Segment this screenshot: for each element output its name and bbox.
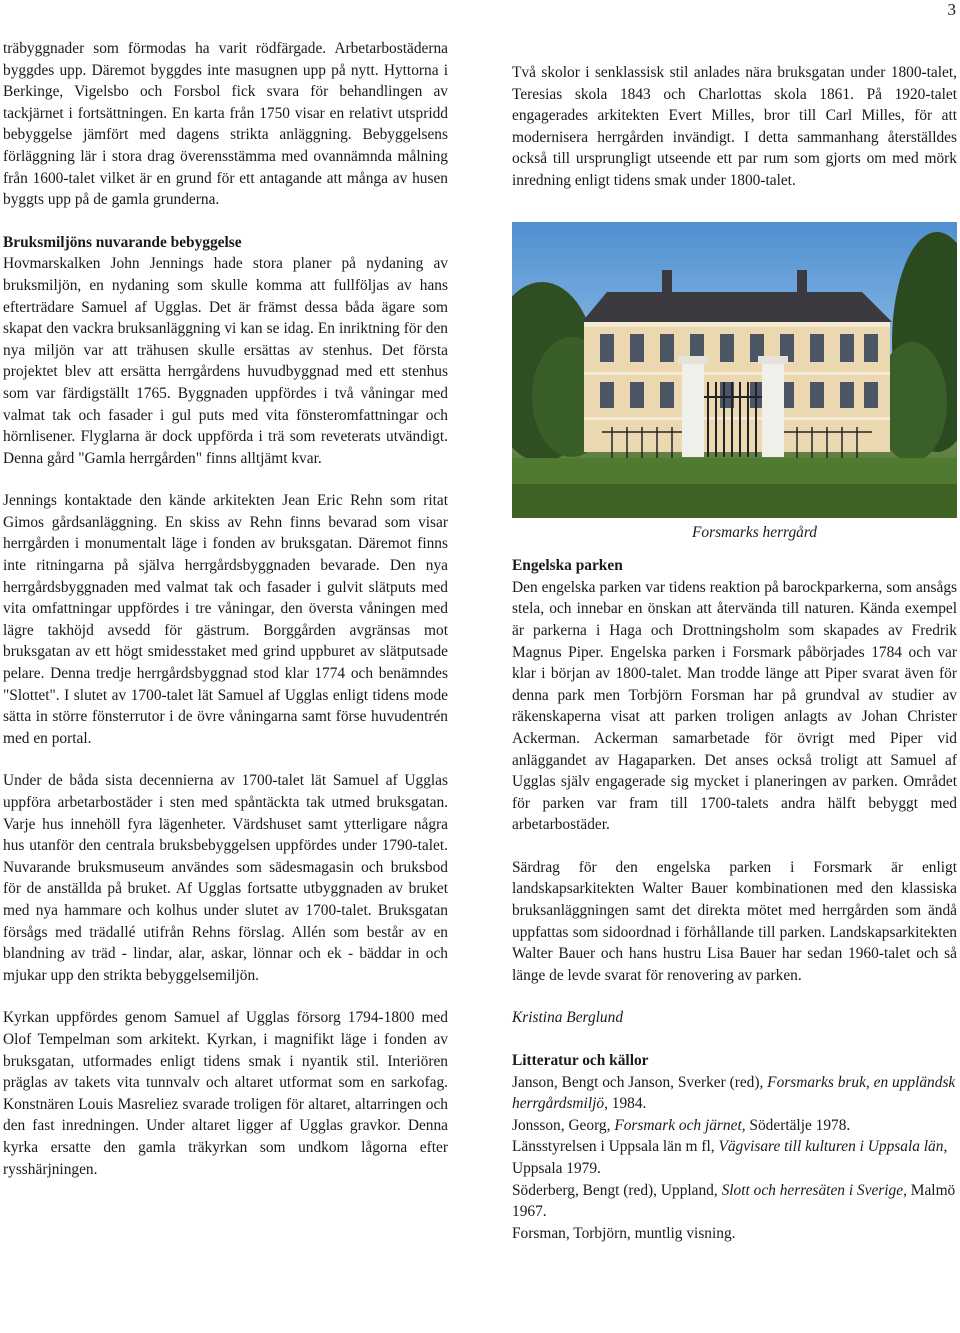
paragraph-worker-houses: Under de båda sista decennierna av 1700-talet lät Samuel af Ugglas uppföra arbetarbostäder i sten med spåntäckta tak utmed bruksgatan. Varje hus innehöll fyra lägenheter. Värdshuset samt ytterligare några hus utanför den centrala bruksbebyggelsen uppfördes under 1790-talet. Nuvarande bruksmuseum användes som sädesmagasin och bruksbod för de anställda på bruket. Af Ugglas fortsatte utbyggnaden av bruket med nya hammare och kolhus under slutet av 1700-talet. Bruksgatan försågs med trädallé utifrån Rehns förslag. Allén som består av en blandning av träd - lindar, alar, askar, lönnar och ek - bäddar in och mjukar upp den strikta bebyggelsemiljön. xyxy=(3,772,448,984)
reference-item: Jonsson, Georg, Forsmark och järnet, Södertälje 1978. xyxy=(512,1116,851,1134)
paragraph-rehn: Jennings kontaktade den kände arkitekten Jean Eric Rehn som ritat Gimos gårdsanläggning. En skiss av Rehn finns bevarad som visar herrgården i monumentalt läge i fonden av bruksgatan. Däremot finns inte ritningarna på själva herrgårdsbyggnaden bevarade. Den nya herrgårdsbyggnaden med valmat tak och fasader i gulvit slätputs med vita omfattningar uppfördes i tre våningar, den översta våningen med lägre takhöjd avsedd för gästrum. Borggården avgränsas mot bruksgatan av ett högt smidesstaket med grind uppburet av slätputsade pelare. Denna tredje herrgårdsbyggnad stod klar 1774 och benämndes "Slottet". I slutet av 1700-talet lät Samuel af Ugglas enligt tidens mode sätta in större fönsterrutor i de övre våningarna samt förse huvudentrén med en portal. xyxy=(3,492,448,747)
reference-item: Söderberg, Bengt (red), Uppland, Slott och herresäten i Sverige, Malmö 1967. xyxy=(512,1181,956,1221)
page-number: 3 xyxy=(947,0,956,19)
manor-illustration xyxy=(512,222,957,518)
reference-list xyxy=(512,1072,957,1245)
heading-english-park: Engelska parken xyxy=(512,557,623,575)
left-column xyxy=(3,38,448,1180)
reference-item: Länsstyrelsen i Uppsala län m fl, Vägvisare till kulturen i Uppsala län, Uppsala 1979. xyxy=(512,1138,948,1177)
paragraph-english-park: Den engelska parken var tidens reaktion på barockparkerna, som ansågs stela, och innebar en önskan att återvända till naturen. Kända exempel är parkerna i Haga och Drottningsholm som skapades av Fredrik Magnus Piper. Engelska parken i Forsmark påbörjades 1784 och var klar i början av 1800-talet. Man trodde länge att Piper svarat även för denna park men Torbjörn Forsman har på grundval av studier av räkenskaperna visat att parken troligen anlagts av Johan Christer Ackerman. Ackerman samarbetade för övrigt med Piper vid anläggandet av Hagaparken. Det anses också troligt att Samuel af Ugglas själv engagerade sig mycket i planeringen av parken. Området för parken var fram till 1700-talets andra hälft bebyggt med arbetarbostäder. xyxy=(512,578,957,834)
author-signature: Kristina Berglund xyxy=(512,1009,624,1027)
heading-references: Litteratur och källor xyxy=(512,1052,649,1070)
right-column xyxy=(512,62,957,1244)
manor-photo xyxy=(512,222,957,518)
heading-current-buildings: Bruksmiljöns nuvarande bebyggelse xyxy=(3,233,242,251)
paragraph-park-features: Särdrag för den engelska parken i Forsmark är enligt landskapsarkitekten Walter Bauer kombinationen med den klassiska bruksanläggningen samt det direkta mötet med herrgården som ändå uppfattas som sidoordnad i förhållande till parken. Landskapsarkitekten Walter Bauer och hans hustru Lisa Bauer har sedan 1960-talet och så länge de levde svarat för renovering av parken. xyxy=(512,858,957,984)
paragraph-schools: Två skolor i senklassisk stil anlades nära bruksgatan under 1800-talet, Teresias skola 1843 och Charlottas skola 1861. På 1920-talet engagerades arkitekten Evert Milles, bror till Carl Milles, för att modernisera herrgården invändigt. I detta sammanhang återställdes också till ursprungligt utseende ett par rum som gjorts om med mörk inredning enligt tidens smak under 1800-talet. xyxy=(512,64,957,189)
photo-caption: Forsmarks herrgård xyxy=(692,523,817,541)
paragraph-jennings: Hovmarskalken John Jennings hade stora planer på nydaning av bruksmiljön, en nydaning som skulle komma att fullföljas av hans efterträdare Samuel af Ugglas. Det är främst dessa båda ägare som skapat den vackra bruksanläggning vi kan se idag. En inriktning för den nya miljön var att trähusen skulle ersättas av stenhus. Det första projektet blev att ersätta herrgårdens huvudbyggnad med ett stenhus som var färdigställt 1765. Byggnaden uppfördes i två våningar med valmat tak och fasader i gul puts med vita fönsteromfattningar och hörnlisener. Flyglarna är dock uppförda i trä som reveterats utvändigt. Denna gård "Gamla herrgården" finns alltjämt kvar. xyxy=(3,255,448,467)
reference-item: Forsman, Torbjörn, muntlig visning. xyxy=(512,1224,736,1242)
reference-item: Janson, Bengt och Janson, Sverker (red), Forsmarks bruk, en uppländsk herrgårdsmiljö, 1984. xyxy=(512,1073,956,1113)
paragraph-church: Kyrkan uppfördes genom Samuel af Ugglas försorg 1794-1800 med Olof Tempelman som arkitekt. Kyrkan, i magnifikt läge i fonden av bruksgatan, utformades enligt tidens smak i nyantik stil. Interiören präglas av takets vita tunnvalv och altaret utformat som en sarkofag. Konstnären Louis Masreliez svarade troligen för altaret, altarringen och den fast inredningen. Under altaret ligger af Ugglas gravkor. Denna kyrka ersatte den gamla träkyrkan som undkom lågorna efter rysshärjningen. xyxy=(3,1009,448,1178)
paragraph-settlement: träbyggnader som förmodas ha varit rödfärgade. Arbetarbostäderna byggdes upp. Däremot byggdes inte masugnen upp på nytt. Hyttorna i Berkinge, Vigelsbo och Forsbol fick svara för behandlingen av tackjärnet i fortsättningen. En karta från 1750 visar en relativt utspridd bebyggelse jämfört med dagens strikta anläggning. Bebyggelsens förläggning lär i stora drag överensstämma med ovannämnda målning från 1600-talet vilket är en grund för ett antagande att många av husen byggts upp på de gamla grunderna. xyxy=(3,40,448,209)
